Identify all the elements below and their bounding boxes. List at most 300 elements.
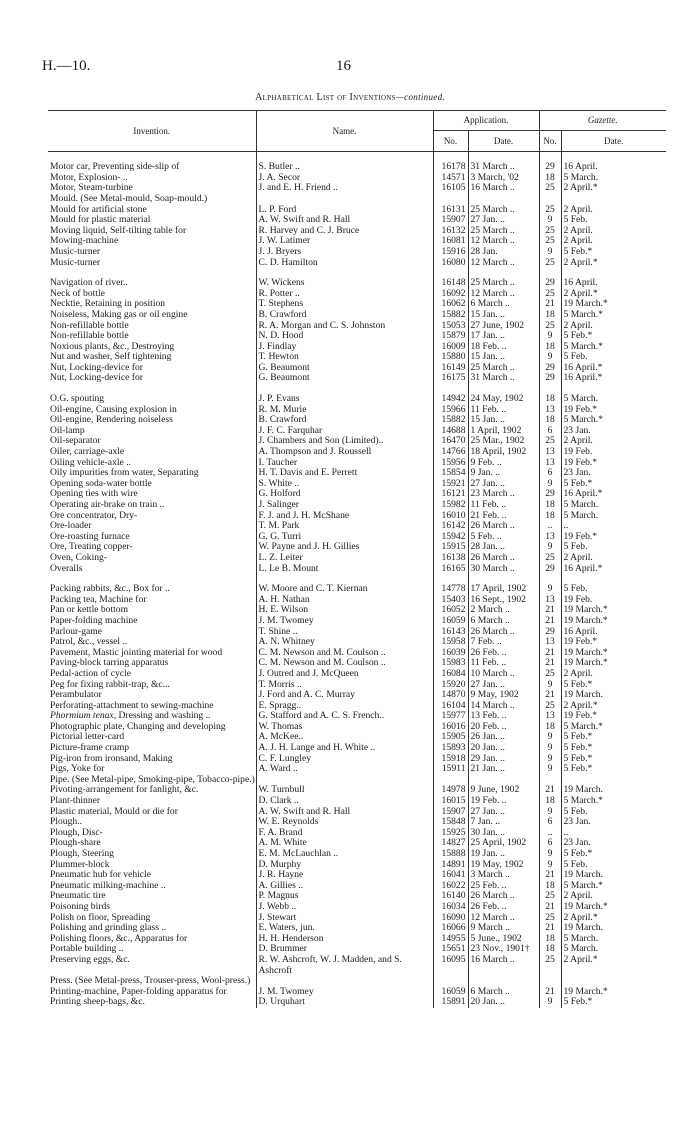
gazette-no-cell: 13 (539, 711, 561, 722)
name-cell: A. H. Nathan (256, 595, 433, 606)
gazette-no-cell: .. (539, 828, 561, 839)
invention-cell (48, 489, 256, 500)
invention-cell (48, 162, 256, 173)
gazette-no-cell: 21 (539, 605, 561, 616)
application-no-cell (433, 775, 468, 786)
invention-cell (48, 215, 256, 226)
application-date-cell: 30 Jan. .. (468, 828, 539, 839)
application-date-cell: 26 March .. (468, 553, 539, 564)
table-row (48, 838, 666, 849)
application-date-cell: 27 June, 1902 (468, 321, 539, 332)
gazette-no-cell: 25 (539, 701, 561, 712)
gazette-no-cell (539, 194, 561, 205)
invention-cell (48, 669, 256, 680)
gazette-no-cell: 9 (539, 754, 561, 765)
table-row (48, 447, 666, 458)
invention-text: Portable building .. (50, 944, 124, 955)
subtitle-suffix: —continued. (395, 92, 445, 102)
gazette-date-cell: 23 Jan. (563, 468, 591, 479)
application-date-cell: 17 April, 1902 (468, 584, 539, 595)
invention-cell (48, 278, 256, 289)
gazette-date-cell: .. (563, 827, 569, 838)
invention-cell (48, 616, 256, 627)
name-cell: P. Magnus (256, 891, 433, 902)
application-no-cell: 16132 (433, 226, 468, 237)
name-cell: R. A. Morgan and C. S. Johnston (256, 321, 433, 332)
table-row (48, 310, 666, 321)
invention-text: Plough, Disc- (50, 827, 103, 838)
application-date-cell: 9 Feb. .. (468, 458, 539, 469)
table-row (48, 215, 666, 226)
invention-cell (48, 796, 256, 807)
subtitle-main: Alphabetical List of Inventions (255, 92, 396, 103)
invention-cell (48, 310, 256, 321)
table-row (48, 205, 666, 216)
gazette-no-cell: 21 (539, 923, 561, 934)
gazette-date-cell: 2 April. (563, 668, 593, 679)
table-row (48, 321, 666, 332)
invention-text: Poisoning birds (50, 901, 110, 912)
application-no-cell: 16059 (433, 987, 468, 998)
table-row (48, 955, 666, 976)
column-gazette: Gazette. (539, 111, 666, 131)
name-cell: T. M. Park (256, 521, 433, 532)
table-row (48, 278, 666, 289)
name-cell: A. N. Whitney (256, 637, 433, 648)
gazette-date-cell: 5 Feb. (563, 584, 588, 595)
application-no-cell: 16015 (433, 796, 468, 807)
invention-cell (48, 605, 256, 616)
invention-text: Opening ties with wire (50, 489, 138, 500)
name-cell: D. Murphy (256, 860, 433, 871)
gazette-date-cell: 2 April. (563, 225, 593, 236)
gazette-no-cell: 25 (539, 289, 561, 300)
application-no-cell: 15907 (433, 807, 468, 818)
name-cell: H. E. Wilson (256, 605, 433, 616)
name-cell: T. Hewton (256, 352, 433, 363)
application-no-cell: 14870 (433, 690, 468, 701)
table-row (48, 458, 666, 469)
application-no-cell: 14688 (433, 426, 468, 437)
gazette-no-cell: 29 (539, 373, 561, 384)
application-date-cell: 26 March .. (468, 891, 539, 902)
name-cell: J. J. Bryers (256, 247, 433, 258)
invention-text: Mowing-machine (50, 236, 119, 247)
gazette-no-cell: 18 (539, 722, 561, 733)
invention-cell (48, 247, 256, 258)
table-row (48, 500, 666, 511)
application-no-cell: 16095 (433, 955, 468, 976)
table-row (48, 162, 666, 173)
invention-text: Phormium tenax, Dressing and washing .. (50, 711, 211, 722)
application-date-cell: 19 May, 1902 (468, 860, 539, 871)
gazette-no-cell: 6 (539, 426, 561, 437)
application-date-cell: 16 March .. (468, 183, 539, 194)
name-cell: A. J. H. Lange and H. White .. (256, 743, 433, 754)
table-row (48, 489, 666, 500)
table-row (48, 511, 666, 522)
table-row (48, 860, 666, 871)
table-row (48, 785, 666, 796)
invention-cell (48, 236, 256, 247)
gazette-date-cell: 16 April.* (563, 489, 603, 500)
application-no-cell: 16092 (433, 289, 468, 300)
invention-cell (48, 711, 256, 722)
table-row (48, 373, 666, 384)
table-row (48, 584, 666, 595)
inventions-table (48, 110, 666, 1008)
table-row (48, 913, 666, 924)
name-cell: C. M. Newson and M. Coulson .. (256, 648, 433, 659)
gazette-no-cell: 13 (539, 595, 561, 606)
name-cell: J. F. C. Farquhar (256, 426, 433, 437)
application-no-cell: 16140 (433, 891, 468, 902)
invention-text: Oil-engine, Causing explosion in (50, 404, 177, 415)
invention-cell (48, 521, 256, 532)
invention-text: Oiling vehicle-axle .. (50, 457, 131, 468)
gazette-no-cell: 18 (539, 415, 561, 426)
table-row (48, 342, 666, 353)
application-date-cell: 24 May, 1902 (468, 394, 539, 405)
name-cell: L. Z. Leiter (256, 553, 433, 564)
invention-text: Pneumatic milking-machine .. (50, 880, 166, 891)
application-date-cell: 2 March .. (468, 605, 539, 616)
application-date-cell: 26 Feb. .. (468, 902, 539, 913)
invention-cell (48, 817, 256, 828)
group-spacer (48, 574, 666, 584)
gazette-date-cell: 23 Jan. (563, 425, 591, 436)
application-no-cell: 16059 (433, 616, 468, 627)
application-date-cell: 12 March .. (468, 913, 539, 924)
application-date-cell: 12 March .. (468, 289, 539, 300)
application-no-cell: 15911 (433, 764, 468, 775)
table-row (48, 627, 666, 638)
name-cell: W. Moore and C. T. Kiernan (256, 584, 433, 595)
invention-text: Polishing and grinding glass .. (50, 923, 167, 934)
name-cell: S. Butler .. (256, 162, 433, 173)
gazette-no-cell: 25 (539, 913, 561, 924)
gazette-date-cell: 5 March.* (563, 415, 603, 426)
application-no-cell: 16090 (433, 913, 468, 924)
invention-cell (48, 373, 256, 384)
gazette-no-cell: 21 (539, 870, 561, 881)
gazette-date-cell: 5 Feb. (563, 542, 588, 553)
invention-cell (48, 870, 256, 881)
name-cell: J. Ford and A. C. Murray (256, 690, 433, 701)
application-date-cell: 11 Feb. .. (468, 500, 539, 511)
application-no-cell: 14955 (433, 934, 468, 945)
gazette-date-cell: 19 Feb. (563, 594, 593, 605)
invention-text: Paper-folding machine (50, 615, 138, 626)
invention-text: Ore concentrator, Dry- (50, 510, 138, 521)
gazette-no-cell: 18 (539, 881, 561, 892)
table-row (48, 775, 666, 786)
gazette-no-cell: 29 (539, 489, 561, 500)
invention-text: Plant-thinner (50, 796, 101, 807)
invention-cell (48, 342, 256, 353)
gazette-date-cell: 5 Feb. (563, 859, 588, 870)
invention-cell (48, 976, 256, 987)
gazette-no-cell: 9 (539, 584, 561, 595)
invention-cell (48, 394, 256, 405)
application-no-cell: 14942 (433, 394, 468, 405)
gazette-date-cell: 23 Jan. (563, 838, 591, 849)
name-cell: A. W. Swift and R. Hall (256, 215, 433, 226)
application-no-cell: 16143 (433, 627, 468, 638)
table-row (48, 479, 666, 490)
application-date-cell: 6 March .. (468, 987, 539, 998)
invention-text: Patrol, &c., vessel .. (50, 637, 128, 648)
gazette-date-cell: 5 Feb.* (563, 478, 593, 489)
application-date-cell: 25 March .. (468, 205, 539, 216)
application-no-cell: 16470 (433, 436, 468, 447)
application-no-cell: 15651 (433, 944, 468, 955)
table-row (48, 173, 666, 184)
table-row (48, 944, 666, 955)
invention-text: Preserving eggs, &c. (50, 954, 130, 965)
gazette-date-cell: 19 March.* (563, 299, 608, 310)
application-no-cell: 15882 (433, 415, 468, 426)
gazette-no-cell: 25 (539, 553, 561, 564)
gazette-no-cell: 21 (539, 690, 561, 701)
table-row (48, 436, 666, 447)
invention-cell (48, 648, 256, 659)
invention-text: O.G. spouting (50, 394, 105, 405)
table-row (48, 426, 666, 437)
name-cell: J. P. Evans (256, 394, 433, 405)
invention-cell (48, 553, 256, 564)
table-row (48, 521, 666, 532)
table-row (48, 648, 666, 659)
gazette-no-cell: 21 (539, 658, 561, 669)
page-subtitle (0, 92, 700, 103)
invention-cell (48, 775, 256, 786)
name-cell (256, 194, 433, 205)
group-spacer (48, 152, 666, 163)
application-date-cell: 21 Feb. .. (468, 511, 539, 522)
gazette-no-cell: 13 (539, 532, 561, 543)
gazette-date-cell: 5 Feb.* (563, 849, 593, 859)
name-cell: D. Brummer (256, 944, 433, 955)
application-date-cell (468, 976, 539, 987)
invention-cell (48, 331, 256, 342)
gazette-date-cell: 16 April. (563, 162, 598, 173)
invention-cell (48, 722, 256, 733)
gazette-date-cell: 5 Feb.* (563, 331, 593, 342)
application-no-cell: 14891 (433, 860, 468, 871)
invention-text: Mould. (See Metal-mould, Soap-mould.) (50, 193, 208, 204)
invention-cell (48, 701, 256, 712)
name-cell: S. White .. (256, 479, 433, 490)
gazette-no-cell: 21 (539, 902, 561, 913)
invention-text: Peg for fixing rabbit-trap, &c... (50, 679, 170, 690)
invention-cell (48, 405, 256, 416)
application-no-cell: 15918 (433, 754, 468, 765)
invention-cell (48, 415, 256, 426)
table-row (48, 870, 666, 881)
gazette-date-cell: 19 March.* (563, 605, 608, 616)
invention-text: Pavement, Mastic jointing material for wood (50, 647, 223, 658)
gazette-no-cell: 29 (539, 162, 561, 173)
invention-text: Paving-block tarring apparatus (50, 658, 169, 669)
name-cell: R. Harvey and C. J. Bruce (256, 226, 433, 237)
invention-cell (48, 352, 256, 363)
gazette-no-cell: 25 (539, 436, 561, 447)
table-row (48, 236, 666, 247)
invention-cell (48, 838, 256, 849)
application-no-cell: 16105 (433, 183, 468, 194)
gazette-no-cell: 9 (539, 247, 561, 258)
gazette-date-cell: 5 March.* (563, 309, 603, 320)
gazette-date-cell: 19 Feb.* (563, 711, 598, 722)
invention-cell (48, 436, 256, 447)
gazette-no-cell: 9 (539, 680, 561, 691)
table-row (48, 658, 666, 669)
page-number: 16 (336, 58, 351, 74)
application-no-cell: 15925 (433, 828, 468, 839)
table-row (48, 605, 666, 616)
invention-cell (48, 891, 256, 902)
invention-text: Navigation of river.. (50, 278, 128, 289)
invention-text: Noiseless, Making gas or oil engine (50, 309, 188, 320)
application-date-cell: 9 May, 1902 (468, 690, 539, 701)
gazette-no-cell: 25 (539, 321, 561, 332)
application-date-cell: 15 Jan. .. (468, 415, 539, 426)
invention-text: Oil-separator (50, 436, 101, 447)
name-cell: A. Ward .. (256, 764, 433, 775)
column-application-no: No. (433, 130, 468, 152)
gazette-date-cell: 19 Feb.* (563, 404, 598, 415)
invention-text: Printing sheep-bags, &c. (50, 997, 145, 1008)
gazette-date-cell: 19 Feb.* (563, 637, 598, 648)
gazette-date-cell: 5 Feb.* (563, 997, 593, 1008)
name-cell: A. Gillies .. (256, 881, 433, 892)
gazette-date-cell: 2 April.* (563, 183, 598, 194)
gazette-no-cell: 25 (539, 955, 561, 976)
gazette-no-cell: 9 (539, 732, 561, 743)
application-no-cell: 15966 (433, 405, 468, 416)
invention-cell (48, 849, 256, 860)
invention-cell (48, 299, 256, 310)
document-code: H.—10. (42, 58, 91, 74)
application-date-cell (468, 194, 539, 205)
name-cell: G. Beaumont (256, 373, 433, 384)
gazette-date-cell: 2 April.* (563, 954, 598, 965)
table-row (48, 299, 666, 310)
application-no-cell: 14778 (433, 584, 468, 595)
invention-text: Pedal-action of cycle (50, 668, 131, 679)
gazette-date-cell: 5 March. (563, 510, 599, 521)
gazette-no-cell: 21 (539, 299, 561, 310)
invention-cell (48, 732, 256, 743)
gazette-no-cell: 9 (539, 764, 561, 775)
application-no-cell: 15956 (433, 458, 468, 469)
table-row (48, 902, 666, 913)
table-row (48, 595, 666, 606)
name-cell: F. A. Brand (256, 828, 433, 839)
name-cell: T. Shine .. (256, 627, 433, 638)
gazette-date-cell: .. (563, 521, 569, 532)
table-row (48, 468, 666, 479)
application-date-cell: 12 March .. (468, 258, 539, 269)
application-no-cell: 16066 (433, 923, 468, 934)
application-date-cell: 25 April, 1902 (468, 838, 539, 849)
name-cell: W. E. Reynolds (256, 817, 433, 828)
gazette-date-cell (561, 976, 666, 987)
application-no-cell: 15942 (433, 532, 468, 543)
gazette-date-cell: 19 March.* (563, 647, 608, 658)
gazette-date-cell: 19 March. (563, 690, 603, 701)
invention-text: Music-turner (50, 257, 101, 268)
invention-cell (48, 564, 256, 575)
gazette-date-cell: 5 March.* (563, 721, 603, 732)
application-no-cell: 15848 (433, 817, 468, 828)
name-cell: D. Urquhart (256, 997, 433, 1008)
application-date-cell: 25 Mar., 1902 (468, 436, 539, 447)
invention-cell (48, 637, 256, 648)
invention-text: Perforating-attachment to sewing-machine (50, 700, 214, 711)
table-row (48, 701, 666, 712)
application-no-cell: 16034 (433, 902, 468, 913)
gazette-date-cell: 2 April.* (563, 700, 598, 711)
invention-text: Music-turner (50, 246, 101, 257)
table-row (48, 743, 666, 754)
invention-text: Operating air-brake on train .. (50, 500, 165, 510)
application-date-cell: 19 Jan. .. (468, 849, 539, 860)
invention-text: Pigs, Yoke for (50, 764, 105, 775)
name-cell: T. Stephens (256, 299, 433, 310)
application-date-cell: 26 March .. (468, 521, 539, 532)
application-date-cell: 17 Jan. .. (468, 331, 539, 342)
name-cell: W. Turnbull (256, 785, 433, 796)
gazette-no-cell: 9 (539, 215, 561, 226)
name-cell: W. Thomas (256, 722, 433, 733)
name-cell: F. J. and J. H. McShane (256, 511, 433, 522)
gazette-no-cell: 9 (539, 479, 561, 490)
name-cell: W. Wickens (256, 278, 433, 289)
table-row (48, 976, 666, 987)
gazette-no-cell: 29 (539, 278, 561, 289)
application-date-cell: 21 Jan. .. (468, 764, 539, 775)
application-date-cell: 26 Jan. .. (468, 732, 539, 743)
table-body (48, 152, 666, 1008)
invention-cell (48, 500, 256, 511)
gazette-date-cell: 5 Feb.* (563, 732, 593, 743)
application-no-cell: 15888 (433, 849, 468, 860)
invention-text: Necktie, Retaining in position (50, 299, 166, 310)
gazette-no-cell: 9 (539, 352, 561, 363)
table-row (48, 331, 666, 342)
table-row (48, 881, 666, 892)
application-date-cell: 12 March .. (468, 236, 539, 247)
gazette-date-cell: 23 Jan. (563, 817, 591, 828)
name-cell: J. and E. H. Friend .. (256, 183, 433, 194)
name-cell: J. M. Twomey (256, 616, 433, 627)
application-date-cell: 27 Jan. .. (468, 479, 539, 490)
application-date-cell: 9 Jan. .. (468, 468, 539, 479)
invention-cell (48, 479, 256, 490)
invention-text: Pan or kettle bottom (50, 605, 129, 616)
invention-cell (48, 860, 256, 871)
table-row (48, 258, 666, 269)
name-cell: J. Salinger (256, 500, 433, 511)
invention-text: Parlour-game (50, 626, 103, 637)
application-date-cell: 6 March .. (468, 299, 539, 310)
gazette-no-cell: 29 (539, 363, 561, 374)
gazette-date-cell: 19 March. (563, 923, 603, 934)
invention-text: Plough.. (50, 817, 82, 828)
name-cell (256, 775, 433, 786)
